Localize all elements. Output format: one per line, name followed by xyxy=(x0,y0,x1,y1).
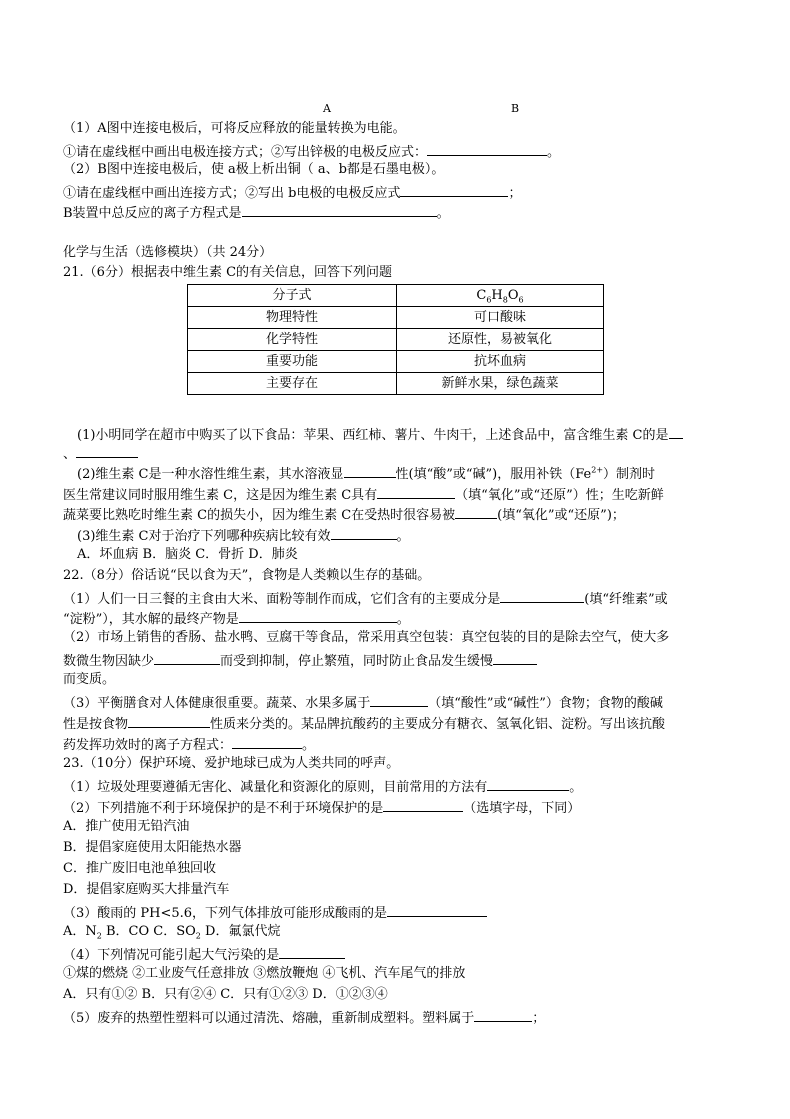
q21-1: (1)小明同学在超市中购买了以下食品：苹果、西红柿、薯片、牛肉干，上述食品中，富含维生素 C的是 xyxy=(77,425,683,444)
q22-2-cont: 数微生物因缺少 而受到抑制，停止繁殖，同时防止食品发生缓慢 xyxy=(63,651,537,670)
q20-part1: （1）A图中连接电极后，可将反应释放的能量转换为电能。 xyxy=(63,121,406,136)
answer-blank[interactable] xyxy=(279,945,345,959)
q23-4-options: A．只有①② B．只有②④ C．只有①②③ D．①②③④ xyxy=(63,987,388,1002)
q23-1: （1）垃圾处理要遵循无害化、减量化和资源化的原则，目前常用的方法有 。 xyxy=(63,777,582,796)
q20-total-equation: B装置中总反应的离子方程式是 。 xyxy=(63,203,450,222)
q21-3-options: A．坏血病 B．脑炎 C．骨折 D．肺炎 xyxy=(77,547,298,562)
answer-blank[interactable] xyxy=(232,735,302,749)
q22-3-cont2: 药发挥功效时的离子方程式： 。 xyxy=(63,735,315,754)
answer-blank[interactable] xyxy=(344,464,396,478)
q23-3-options: A．$N_2$ B．CO C．$SO_2$ D．氟氯代烷 xyxy=(63,924,281,941)
answer-blank[interactable] xyxy=(383,798,463,812)
answer-blank[interactable] xyxy=(128,714,210,728)
answer-blank[interactable] xyxy=(427,142,547,156)
q23-4: （4）下列情况可能引起大气污染的是 xyxy=(63,945,345,964)
q20-part2-task: ①请在虚线框中画出连接方式；②写出 b电极的电极反应式 ； xyxy=(63,183,521,202)
vitamin-c-table xyxy=(187,284,604,395)
q23-2-option-d: D．提倡家庭购买大排量汽车 xyxy=(63,882,230,897)
q21-2-cont: 医生常建议同时服用维生素 C，这是因为维生素 C具有 （填“氧化”或“还原”）性；生吃新鲜 xyxy=(63,485,664,504)
answer-blank[interactable] xyxy=(669,425,683,439)
answer-blank[interactable] xyxy=(76,444,138,458)
section-title: 化学与生活（选修模块）（共 24分） xyxy=(63,245,273,260)
q22-2-end: 而变质。 xyxy=(63,672,116,687)
q23-3: （3）酸雨的 PH<5.6，下列气体排放可能形成酸雨的是 xyxy=(63,903,487,922)
q23-4-list: ①煤的燃烧 ②工业废气任意排放 ③燃放鞭炮 ④飞机、汽车尾气的排放 xyxy=(63,966,466,981)
q21-2-cont2: 蔬菜要比熟吃时维生素 C的损失小，因为维生素 C在受热时很容易被 (填“氧化”或“还原”)； xyxy=(63,505,625,524)
answer-blank[interactable] xyxy=(400,183,508,197)
table-row: 主要存在 新鲜水果，绿色蔬菜 xyxy=(188,373,604,395)
answer-blank[interactable] xyxy=(500,589,584,603)
answer-blank[interactable] xyxy=(455,505,497,519)
answer-blank[interactable] xyxy=(387,903,487,917)
answer-blank[interactable] xyxy=(154,651,220,665)
q22-2: （2）市场上销售的香肠、盐水鸭、豆腐干等食品，常采用真空包装：真空包装的目的是除去空气，使大多 xyxy=(63,630,670,645)
answer-blank[interactable] xyxy=(377,485,455,499)
table-row: 物理特性 可口酸味 xyxy=(188,307,604,329)
table-row: 分子式 $C_6H_8O_6$ xyxy=(188,285,604,307)
q23-2-option-a: A．推广使用无铅汽油 xyxy=(63,819,190,834)
q23-5: （5）废弃的热塑性塑料可以通过清洗、熔融，重新制成塑料。塑料属于 ； xyxy=(63,1008,545,1027)
q20-part1-task: ①请在虚线框中画出电极连接方式；②写出锌极的电极反应式： 。 xyxy=(63,142,560,161)
q22-title: 22.（8分）俗话说“民以食为天”，食物是人类赖以生存的基础。 xyxy=(63,568,431,583)
table-row: 重要功能 抗坏血病 xyxy=(188,351,604,373)
q22-3-cont: 性是按食物 性质来分类的。某品牌抗酸药的主要成分有糖衣、氢氧化铝、淀粉。写出该抗酸 xyxy=(63,714,665,733)
q23-title: 23.（10分）保护环境、爱护地球已成为人类共同的呼声。 xyxy=(63,756,400,771)
q23-2-option-c: C．推广废旧电池单独回收 xyxy=(63,861,216,876)
q21-1-cont: 、 xyxy=(63,444,138,463)
table-row: 化学特性 还原性，易被氧化 xyxy=(188,329,604,351)
q23-2-option-b: B．提倡家庭使用太阳能热水器 xyxy=(63,840,242,855)
answer-blank[interactable] xyxy=(487,777,569,791)
answer-blank[interactable] xyxy=(370,693,428,707)
answer-blank[interactable] xyxy=(239,609,397,623)
formula-cell: $C_6H_8O_6$ xyxy=(397,285,604,307)
q22-1-cont: “淀粉”），其水解的最终产物是 。 xyxy=(63,609,410,628)
answer-blank[interactable] xyxy=(474,1008,532,1022)
q22-3: （3）平衡膳食对人体健康很重要。蔬菜、水果多属于 （填“酸性”或“碱性”）食物；食物的酸碱 xyxy=(63,693,663,712)
q21-title: 21.（6分）根据表中维生素 C的有关信息，回答下列问题 xyxy=(63,265,393,280)
answer-blank[interactable] xyxy=(242,203,437,217)
figure-label-b: B xyxy=(511,102,520,115)
q22-1: （1）人们一日三餐的主食由大米、面粉等制作而成，它们含有的主要成分是 (填“纤维素”或 xyxy=(63,589,668,608)
q23-2: （2）下列措施不利于环境保护的是不利于环境保护的是 （选填字母，下同） xyxy=(63,798,580,817)
figure-label-a: A xyxy=(323,102,331,115)
q21-3: (3)维生素 C对于治疗下列哪种疾病比较有效 。 xyxy=(77,526,410,545)
q20-part2: （2）B图中连接电极后，使 a极上析出铜（ a、b都是石墨电极）。 xyxy=(63,162,445,177)
answer-blank[interactable] xyxy=(493,651,537,665)
answer-blank[interactable] xyxy=(331,526,397,540)
q21-2: (2)维生素 C是一种水溶性维生素，其水溶液显 性(填“酸”或“碱”)，服用补铁$(Fe^{2+})$制剂时 xyxy=(77,465,656,482)
